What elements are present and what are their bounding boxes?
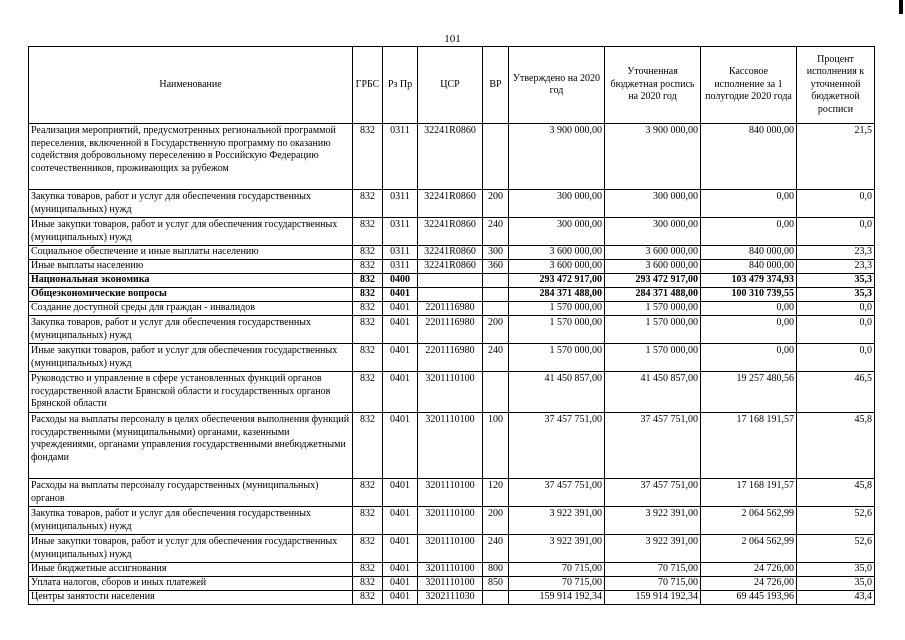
header-percent: Процент исполнения к уточненной бюджетной росписи: [797, 47, 875, 124]
cell-csr: 32241R0860: [418, 260, 483, 274]
cell-vr: 360: [483, 260, 509, 274]
table-row: [29, 413, 875, 479]
cell-cash: 840 000,00: [701, 246, 797, 260]
cell-refined: 3 600 000,00: [605, 246, 701, 260]
cell-refined: 159 914 192,34: [605, 591, 701, 605]
cell-grbs: 832: [353, 274, 383, 288]
cell-percent: 35,0: [797, 563, 875, 577]
cell-name: Расходы на выплаты персоналу государственных (муниципальных) органов: [29, 479, 353, 507]
cell-refined: 3 600 000,00: [605, 260, 701, 274]
table-row: [29, 535, 875, 563]
cell-name: Центры занятости населения: [29, 591, 353, 605]
cell-approved: 293 472 917,00: [509, 274, 605, 288]
cell-approved: 3 900 000,00: [509, 124, 605, 190]
cell-vr: [483, 372, 509, 413]
cell-refined: 3 900 000,00: [605, 124, 701, 190]
header-cash: Кассовое исполнение за 1 полугодие 2020 года: [701, 47, 797, 124]
cell-name: Национальная экономика: [29, 274, 353, 288]
cell-grbs: 832: [353, 535, 383, 563]
cell-percent: 21,5: [797, 124, 875, 190]
cell-vr: 300: [483, 246, 509, 260]
cell-grbs: 832: [353, 413, 383, 479]
header-csr: ЦСР: [418, 47, 483, 124]
header-refined: Уточненная бюджетная роспись на 2020 год: [605, 47, 701, 124]
cell-csr: 3201110100: [418, 577, 483, 591]
cell-cash: 17 168 191,57: [701, 413, 797, 479]
table-row: [29, 190, 875, 218]
cell-approved: 41 450 857,00: [509, 372, 605, 413]
cell-cash: 0,00: [701, 190, 797, 218]
header-vr: ВР: [483, 47, 509, 124]
cell-refined: 293 472 917,00: [605, 274, 701, 288]
cell-grbs: 832: [353, 190, 383, 218]
cell-csr: 3201110100: [418, 413, 483, 479]
cell-percent: 35,3: [797, 274, 875, 288]
cell-name: Иные закупки товаров, работ и услуг для обеспечения государственных (муниципальных) нужд: [29, 535, 353, 563]
cell-vr: [483, 302, 509, 316]
table-row: [29, 507, 875, 535]
cell-approved: 159 914 192,34: [509, 591, 605, 605]
cell-refined: 284 371 488,00: [605, 288, 701, 302]
cell-approved: 300 000,00: [509, 190, 605, 218]
cell-approved: 3 922 391,00: [509, 535, 605, 563]
cell-refined: 70 715,00: [605, 563, 701, 577]
cell-approved: 3 600 000,00: [509, 260, 605, 274]
cell-refined: 37 457 751,00: [605, 479, 701, 507]
cell-approved: 37 457 751,00: [509, 479, 605, 507]
cell-percent: 23,3: [797, 260, 875, 274]
cell-percent: 46,5: [797, 372, 875, 413]
table-row: [29, 577, 875, 591]
cell-percent: 35,0: [797, 577, 875, 591]
table-row: [29, 218, 875, 246]
cell-grbs: 832: [353, 246, 383, 260]
cell-percent: 0,0: [797, 218, 875, 246]
cell-cash: 2 064 562,99: [701, 535, 797, 563]
cell-grbs: 832: [353, 591, 383, 605]
cell-csr: 2201116980: [418, 344, 483, 372]
cell-name: Иные закупки товаров, работ и услуг для обеспечения государственных (муниципальных) нужд: [29, 218, 353, 246]
cell-rzpr: 0311: [383, 246, 418, 260]
cell-name: Общеэкономические вопросы: [29, 288, 353, 302]
table-row: [29, 344, 875, 372]
cell-percent: 0,0: [797, 316, 875, 344]
cell-name: Создание доступной среды для граждан - инвалидов: [29, 302, 353, 316]
cell-percent: 0,0: [797, 190, 875, 218]
cell-cash: 69 445 193,96: [701, 591, 797, 605]
cell-grbs: 832: [353, 260, 383, 274]
cell-approved: 284 371 488,00: [509, 288, 605, 302]
cell-cash: 19 257 480,56: [701, 372, 797, 413]
cell-csr: 2201116980: [418, 316, 483, 344]
cell-refined: 37 457 751,00: [605, 413, 701, 479]
cell-approved: 3 922 391,00: [509, 507, 605, 535]
cell-percent: 0,0: [797, 344, 875, 372]
cell-cash: 840 000,00: [701, 124, 797, 190]
cell-name: Уплата налогов, сборов и иных платежей: [29, 577, 353, 591]
cell-grbs: 832: [353, 302, 383, 316]
cell-rzpr: 0401: [383, 344, 418, 372]
cell-grbs: 832: [353, 563, 383, 577]
cell-vr: 240: [483, 344, 509, 372]
cell-grbs: 832: [353, 479, 383, 507]
cell-percent: 45,8: [797, 413, 875, 479]
cell-refined: 70 715,00: [605, 577, 701, 591]
cell-name: Закупка товаров, работ и услуг для обеспечения государственных (муниципальных) нужд: [29, 507, 353, 535]
cell-name: Иные бюджетные ассигнования: [29, 563, 353, 577]
cell-vr: 200: [483, 507, 509, 535]
cell-rzpr: 0401: [383, 591, 418, 605]
cell-approved: 1 570 000,00: [509, 344, 605, 372]
cell-rzpr: 0401: [383, 577, 418, 591]
cell-rzpr: 0401: [383, 288, 418, 302]
cell-percent: 35,3: [797, 288, 875, 302]
cell-name: Реализация мероприятий, предусмотренных региональной программой переселения, включенной в Государственную программу по оказанию содействия добровольному переселению в Российскую Федерацию соотечественников, проживающих за рубежом: [29, 124, 353, 190]
header-name: Наименование: [29, 47, 353, 124]
cell-csr: 32241R0860: [418, 190, 483, 218]
cell-grbs: 832: [353, 577, 383, 591]
cell-vr: 100: [483, 413, 509, 479]
cell-cash: 24 726,00: [701, 563, 797, 577]
cell-approved: 300 000,00: [509, 218, 605, 246]
cell-rzpr: 0400: [383, 274, 418, 288]
cell-vr: 800: [483, 563, 509, 577]
cell-csr: 32241R0860: [418, 246, 483, 260]
cell-grbs: 832: [353, 288, 383, 302]
table-row: [29, 479, 875, 507]
cell-cash: 840 000,00: [701, 260, 797, 274]
cell-csr: 32241R0860: [418, 218, 483, 246]
cell-cash: 24 726,00: [701, 577, 797, 591]
cell-percent: 45,8: [797, 479, 875, 507]
cell-approved: 1 570 000,00: [509, 302, 605, 316]
cell-rzpr: 0401: [383, 372, 418, 413]
cell-cash: 0,00: [701, 218, 797, 246]
cell-cash: 0,00: [701, 302, 797, 316]
cell-rzpr: 0401: [383, 507, 418, 535]
cell-vr: 850: [483, 577, 509, 591]
cell-csr: [418, 274, 483, 288]
cell-name: Расходы на выплаты персоналу в целях обеспечения выполнения функций государственными (муниципальными) органами, казенными учреждениями, органами управления государственными внебюджетными фондами: [29, 413, 353, 479]
cell-refined: 41 450 857,00: [605, 372, 701, 413]
cell-cash: 17 168 191,57: [701, 479, 797, 507]
cell-csr: 3202111030: [418, 591, 483, 605]
cell-name: Социальное обеспечение и иные выплаты населению: [29, 246, 353, 260]
cell-vr: 240: [483, 218, 509, 246]
cell-vr: [483, 288, 509, 302]
cell-csr: 2201116980: [418, 302, 483, 316]
cell-cash: 103 479 374,93: [701, 274, 797, 288]
cell-refined: 300 000,00: [605, 218, 701, 246]
cell-grbs: 832: [353, 316, 383, 344]
budget-table: [28, 46, 875, 605]
cell-percent: 23,3: [797, 246, 875, 260]
cell-approved: 3 600 000,00: [509, 246, 605, 260]
cell-rzpr: 0311: [383, 124, 418, 190]
cell-grbs: 832: [353, 372, 383, 413]
table-row: [29, 124, 875, 190]
cell-csr: 3201110100: [418, 563, 483, 577]
table-row: [29, 260, 875, 274]
cell-csr: 3201110100: [418, 372, 483, 413]
table-row: [29, 316, 875, 344]
table-row: [29, 302, 875, 316]
cell-percent: 0,0: [797, 302, 875, 316]
cell-percent: 52,6: [797, 507, 875, 535]
cell-grbs: 832: [353, 124, 383, 190]
cell-cash: 100 310 739,55: [701, 288, 797, 302]
cell-name: Иные выплаты населению: [29, 260, 353, 274]
page-number: 101: [444, 33, 461, 45]
cell-refined: 300 000,00: [605, 190, 701, 218]
cell-rzpr: 0311: [383, 190, 418, 218]
cell-vr: [483, 124, 509, 190]
cell-cash: 0,00: [701, 316, 797, 344]
cell-csr: 3201110100: [418, 507, 483, 535]
cell-approved: 70 715,00: [509, 577, 605, 591]
cell-name: Закупка товаров, работ и услуг для обеспечения государственных (муниципальных) нужд: [29, 190, 353, 218]
cell-name: Руководство и управление в сфере установленных функций органов государственной власти Брянской области и государственных органов Брянской области: [29, 372, 353, 413]
cell-rzpr: 0311: [383, 218, 418, 246]
cell-rzpr: 0401: [383, 413, 418, 479]
cell-csr: 3201110100: [418, 535, 483, 563]
cell-grbs: 832: [353, 218, 383, 246]
cell-csr: 3201110100: [418, 479, 483, 507]
cell-refined: 1 570 000,00: [605, 344, 701, 372]
cell-vr: 200: [483, 190, 509, 218]
cell-cash: 0,00: [701, 344, 797, 372]
cell-rzpr: 0401: [383, 563, 418, 577]
cell-rzpr: 0311: [383, 260, 418, 274]
cell-refined: 3 922 391,00: [605, 535, 701, 563]
cell-csr: 32241R0860: [418, 124, 483, 190]
cell-grbs: 832: [353, 507, 383, 535]
cell-name: Закупка товаров, работ и услуг для обеспечения государственных (муниципальных) нужд: [29, 316, 353, 344]
header-row: [29, 47, 875, 124]
cell-rzpr: 0401: [383, 535, 418, 563]
cell-percent: 43,4: [797, 591, 875, 605]
table-row: [29, 591, 875, 605]
cell-approved: 1 570 000,00: [509, 316, 605, 344]
cell-csr: [418, 288, 483, 302]
cell-refined: 1 570 000,00: [605, 302, 701, 316]
cell-vr: 240: [483, 535, 509, 563]
cell-approved: 37 457 751,00: [509, 413, 605, 479]
table-row: [29, 563, 875, 577]
cell-percent: 52,6: [797, 535, 875, 563]
table-row: [29, 372, 875, 413]
cell-vr: [483, 274, 509, 288]
header-approved: Утверждено на 2020 год: [509, 47, 605, 124]
scan-corner-mark: [899, 0, 903, 14]
cell-refined: 3 922 391,00: [605, 507, 701, 535]
cell-vr: [483, 591, 509, 605]
cell-vr: 200: [483, 316, 509, 344]
cell-cash: 2 064 562,99: [701, 507, 797, 535]
cell-name: Иные закупки товаров, работ и услуг для обеспечения государственных (муниципальных) нужд: [29, 344, 353, 372]
cell-rzpr: 0401: [383, 316, 418, 344]
cell-approved: 70 715,00: [509, 563, 605, 577]
cell-rzpr: 0401: [383, 479, 418, 507]
header-grbs: ГРБС: [353, 47, 383, 124]
cell-rzpr: 0401: [383, 302, 418, 316]
table-row-section: [29, 288, 875, 302]
table-row-section: [29, 274, 875, 288]
cell-refined: 1 570 000,00: [605, 316, 701, 344]
cell-vr: 120: [483, 479, 509, 507]
table-row: [29, 246, 875, 260]
cell-grbs: 832: [353, 344, 383, 372]
header-rzpr: Рз Пр: [383, 47, 418, 124]
